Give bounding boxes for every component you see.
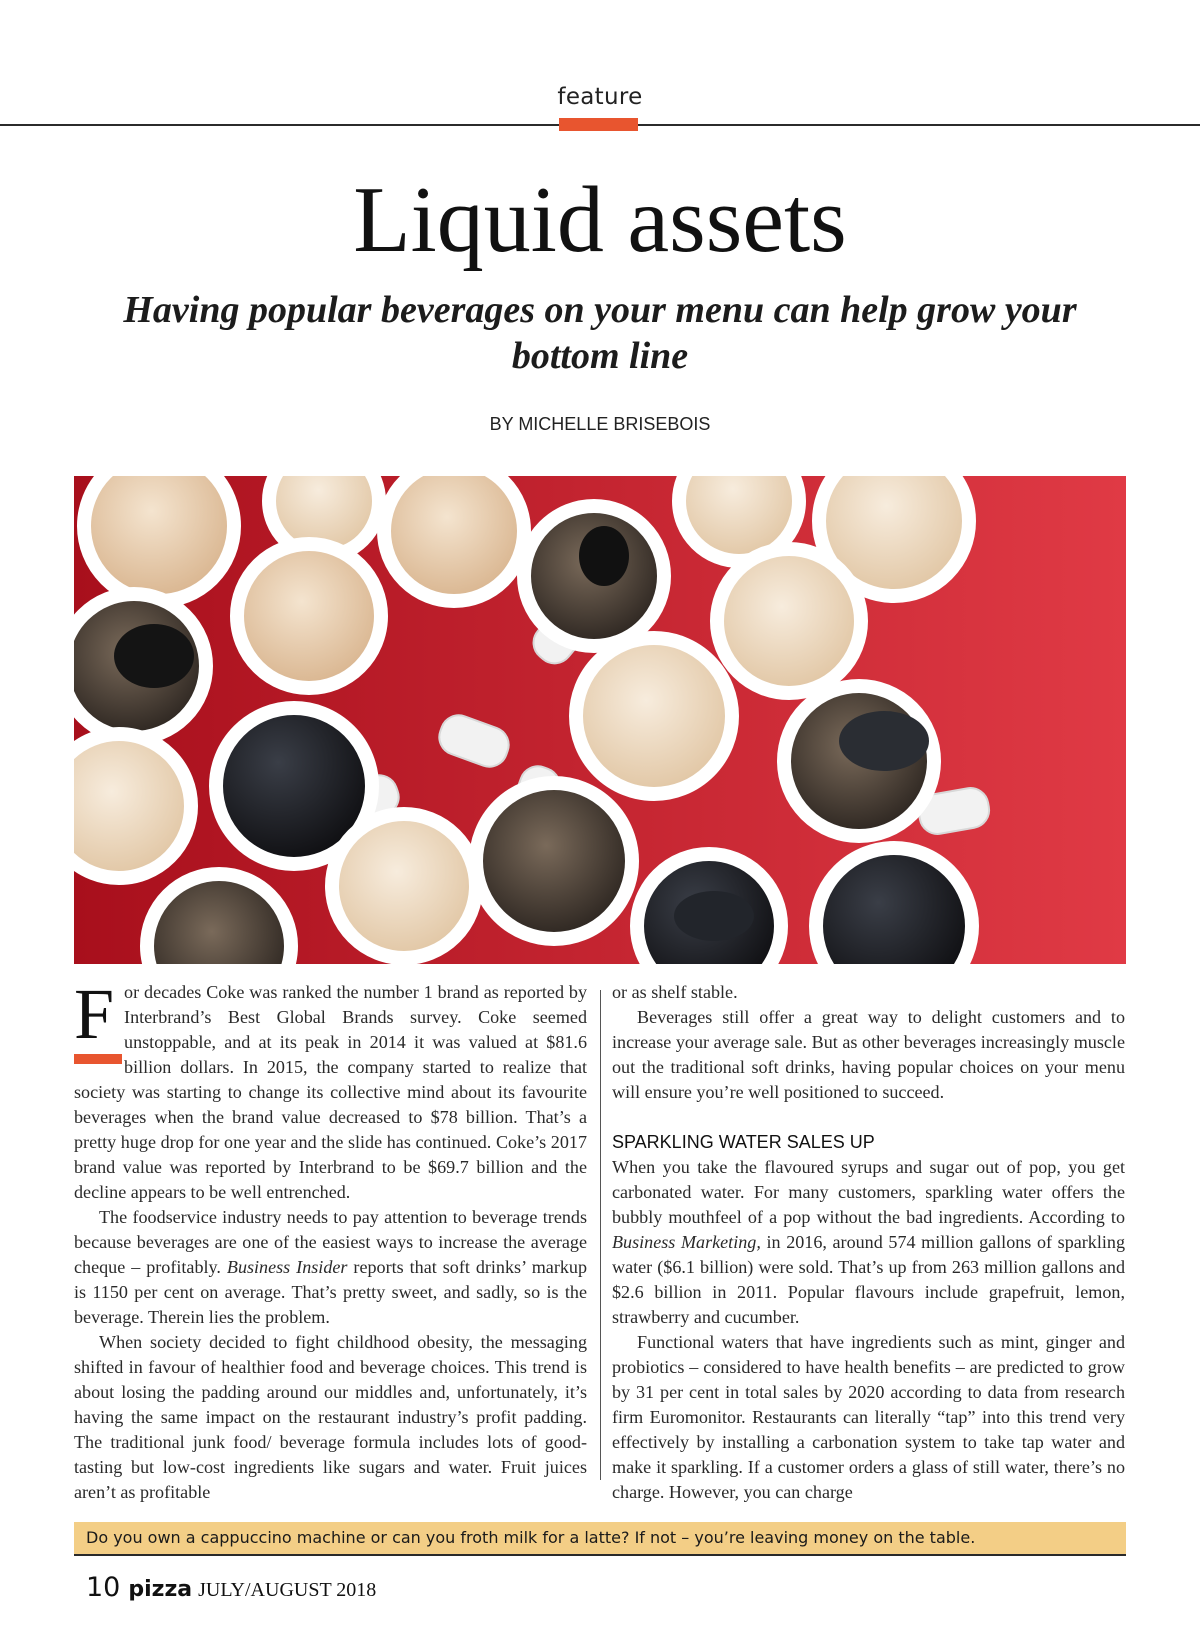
paragraph-intro: For decades Coke was ranked the number 1 brand as reported by Interbrand’s Best Global Brands survey. Coke seemed unstoppable, and at its peak in 2014 it was valued at $81.6 billion dollars. In 2015, the company started to realize that society was starting to change its collective mind about its favourite beverages when the brand value decreased to $78 billion. That’s a pretty huge drop for one year and the slide has continued. Coke’s 2017 brand value was reported by Interbrand to be $69.7 billion and the decline appears to be well entrenched. [74,980,587,1202]
paragraph-beverages: Beverages still offer a great way to delight customers and to increase your average sale. But as other beverages increasingly muscle out the traditional soft drinks, having popular choices on your menu will ensure you’re well positioned to succeed. [612,1007,1125,1102]
section-accent-bar [559,118,638,131]
paragraph-functional-waters: Functional waters that have ingredients such as mint, ginger and probiotics – considered to have health benefits – are predicted to grow by 31 per cent in total sales by 2020 according to data from research firm Euromonitor. Restaurants can literally “tap” into this trend very effectively by installing a carbonation system to take tap water and make it sparkling. If a customer orders a glass of still water, there’s no charge. However, you can charge [612,1332,1125,1502]
paragraph-continued: or as shelf stable. [612,982,738,1002]
article-title: Liquid assets [353,168,847,272]
page-number: 10 [86,1572,121,1603]
page-footer [86,1572,376,1612]
byline: BY MICHELLE BRISEBOIS [489,414,711,434]
issue-date: JULY/AUGUST 2018 [198,1579,377,1601]
column-divider [600,990,601,1480]
drop-cap: F [74,986,114,1064]
callout-banner: Do you own a cappuccino machine or can you froth milk for a latte? If not – you’re leaving money on the table. [74,1522,1126,1556]
article-column-left [74,980,587,1508]
paragraph-foodservice: The foodservice industry needs to pay attention to beverage trends because beverages are one of the easiest ways to increase the average cheque – profitably. Business Insider reports that soft drinks’ markup is 1150 per cent on average. That’s pretty sweet, and sadly, so is the beverage. Therein lies the problem. [74,1207,587,1327]
article-deck: Having popular beverages on your menu can help grow your bottom line [123,289,1077,377]
magazine-name: pizza [128,1577,193,1602]
subhead-sparkling-water: SPARKLING WATER SALES UP [612,1132,875,1152]
paragraph-obesity: When society decided to fight childhood obesity, the messaging shifted in favour of healthier food and beverage choices. This trend is about losing the padding around our middles and, unfortunately, it’s having the same impact on the restaurant industry’s profit padding. The traditional junk food/ beverage formula includes lots of good-tasting but low-cost ingredients like sugars and water. Fruit juices aren’t as profitable [74,1332,587,1502]
paragraph-sparkling: When you take the flavoured syrups and sugar out of pop, you get carbonated water. For many customers, sparkling water offers the bubbly mouthfeel of a pop without the bad ingredients. According to Business Marketing, in 2016, around 574 million gallons of sparkling water ($6.1 billion) were sold. That’s up from 263 million gallons and $2.6 billion in 2011. Popular flavours include grapefruit, lemon, strawberry and cucumber. [612,1157,1125,1327]
drop-cap-accent-bar [74,1054,122,1064]
coffee-swirl [579,526,629,586]
section-label: feature [557,84,643,110]
hero-photo-coffee-cups [74,476,1126,964]
coffee-cups-illustration [74,476,1126,964]
article-column-right [612,980,1125,1508]
